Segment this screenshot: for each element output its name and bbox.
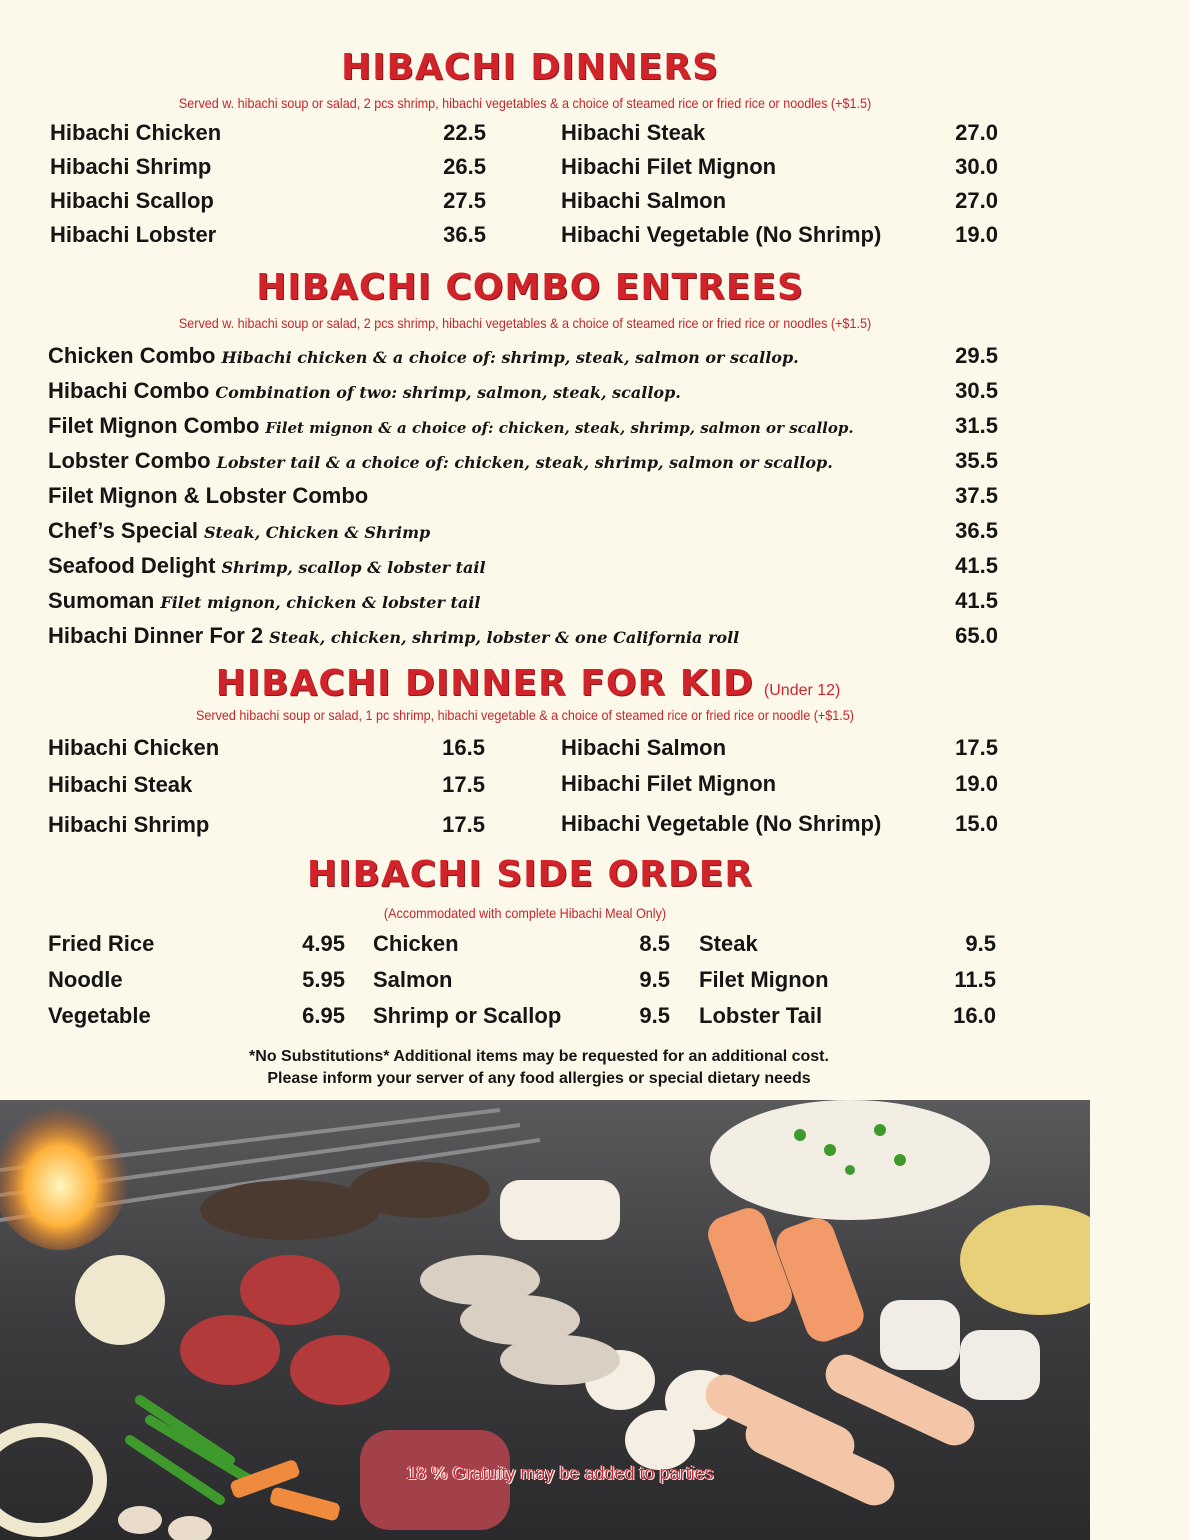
- combo-item: [48, 588, 480, 616]
- menu-item-name: Hibachi Shrimp: [48, 812, 210, 837]
- combo-item-description: Filet mignon & a choice of: chicken, steak, shrimp, salmon or scallop.: [265, 419, 854, 437]
- combo-item-description: Shrimp, scallop & lobster tail: [221, 558, 486, 577]
- side-item-price: 9.5: [965, 931, 996, 956]
- menu-item-price: 27.5: [443, 188, 486, 213]
- menu-item-price: 26.5: [443, 154, 486, 179]
- section-title-dinners: HIBACHI DINNERS: [340, 47, 720, 88]
- section-subtitle-side: (Accommodated with complete Hibachi Meal Only): [383, 905, 667, 921]
- combo-item-description: Steak, chicken, shrimp, lobster & one California roll: [269, 628, 740, 647]
- menu-item-name: Hibachi Vegetable (No Shrimp): [561, 811, 882, 836]
- menu-item-price: 19.0: [955, 222, 998, 247]
- menu-item-name: Hibachi Chicken: [50, 120, 222, 145]
- side-item-price: 11.5: [954, 967, 996, 992]
- menu-item-name: Hibachi Steak: [561, 120, 706, 145]
- steamed-rice: [710, 1100, 990, 1220]
- menu-item-price: 30.0: [955, 154, 998, 179]
- side-item-name: Shrimp or Scallop: [373, 1003, 562, 1028]
- side-item-name: Lobster Tail: [699, 1003, 823, 1028]
- menu-item-name: Hibachi Chicken: [48, 735, 220, 760]
- menu-item-name: Hibachi Scallop: [50, 188, 214, 213]
- combo-item-price: 30.5: [955, 378, 998, 403]
- menu-item-price: 36.5: [443, 222, 486, 247]
- menu-item-name: Hibachi Lobster: [50, 222, 217, 247]
- combo-item-price: 36.5: [955, 518, 998, 543]
- menu-item-price: 15.0: [955, 811, 998, 836]
- side-item-name: Steak: [699, 931, 758, 956]
- menu-item-price: 17.5: [442, 772, 485, 797]
- gratuity-note: 18 % Gratuity may be added to parties: [406, 1463, 714, 1483]
- side-item-price: 8.5: [639, 931, 670, 956]
- side-item-price: 9.5: [639, 967, 670, 992]
- combo-item-name: Chef’s Special: [48, 518, 198, 543]
- side-item-price: 6.95: [302, 1003, 345, 1028]
- combo-item: [48, 483, 368, 509]
- menu-item-price: 27.0: [955, 120, 998, 145]
- section-subtitle-kid: Served hibachi soup or salad, 1 pc shrimp, hibachi vegetable & a choice of steamed rice or fried rice or noodle (+$1.5): [195, 707, 855, 723]
- combo-item-description: Filet mignon, chicken & lobster tail: [160, 593, 481, 612]
- combo-item-description: Combination of two: shrimp, salmon, steak, scallop.: [215, 383, 681, 402]
- combo-item-price: 41.5: [955, 553, 998, 578]
- combo-item-name: Hibachi Dinner For 2: [48, 623, 264, 648]
- menu-item-name: Hibachi Vegetable (No Shrimp): [561, 222, 882, 247]
- menu-item-price: 27.0: [955, 188, 998, 213]
- side-item-price: 16.0: [953, 1003, 996, 1028]
- combo-item: [48, 378, 681, 406]
- side-item-name: Chicken: [373, 931, 459, 956]
- combo-item: [48, 553, 486, 581]
- section-subtitle-combo: Served w. hibachi soup or salad, 2 pcs shrimp, hibachi vegetables & a choice of steamed rice or fried rice or noodles (+$1.5): [178, 315, 872, 331]
- menu-item-price: 17.5: [442, 812, 485, 837]
- combo-item: [48, 343, 799, 371]
- side-item-price: 9.5: [639, 1003, 670, 1028]
- combo-item: [48, 413, 854, 441]
- menu-item-price: 16.5: [442, 735, 485, 760]
- menu-item-price: 17.5: [955, 735, 998, 760]
- side-item-name: Vegetable: [48, 1003, 151, 1028]
- menu-item-name: Hibachi Steak: [48, 772, 193, 797]
- combo-item-price: 31.5: [955, 413, 998, 438]
- side-item-name: Fried Rice: [48, 931, 155, 956]
- menu-item-name: Hibachi Filet Mignon: [561, 154, 777, 179]
- section-title-combo: HIBACHI COMBO ENTREES: [256, 267, 804, 308]
- combo-item-name: Sumoman: [48, 588, 155, 613]
- combo-item-price: 65.0: [955, 623, 998, 648]
- combo-item-name: Filet Mignon & Lobster Combo: [48, 483, 369, 508]
- combo-item-name: Hibachi Combo: [48, 378, 210, 403]
- section-title-kid-note: (Under 12): [763, 682, 841, 699]
- section-title-side: HIBACHI SIDE ORDER: [306, 854, 754, 895]
- combo-item-description: Hibachi chicken & a choice of: shrimp, steak, salmon or scallop.: [221, 348, 799, 367]
- combo-item-name: Filet Mignon Combo: [48, 413, 260, 438]
- side-item-price: 4.95: [302, 931, 345, 956]
- menu-item-name: Hibachi Salmon: [561, 735, 727, 760]
- menu-item-name: Hibachi Salmon: [561, 188, 727, 213]
- combo-item: [48, 448, 833, 476]
- side-item-name: Salmon: [373, 967, 453, 992]
- section-title-kid-text: HIBACHI DINNER FOR KID: [215, 663, 754, 704]
- combo-item-price: 35.5: [955, 448, 998, 473]
- section-subtitle-dinners: Served w. hibachi soup or salad, 2 pcs shrimp, hibachi vegetables & a choice of steamed rice or fried rice or noodles (+$1.5): [178, 95, 872, 111]
- combo-item-name: Lobster Combo: [48, 448, 211, 473]
- footer-note-substitutions: *No Substitutions* Additional items may be requested for an additional cost.: [249, 1048, 829, 1065]
- combo-item-price: 37.5: [955, 483, 998, 508]
- menu-item-name: Hibachi Shrimp: [50, 154, 212, 179]
- combo-item-description: Steak, Chicken & Shrimp: [203, 523, 431, 542]
- section-title-kid: [0, 664, 1056, 711]
- combo-item-description: Lobster tail & a choice of: chicken, steak, shrimp, salmon or scallop.: [216, 453, 833, 472]
- combo-item-name: Seafood Delight: [48, 553, 216, 578]
- footer-note-allergies: Please inform your server of any food allergies or special dietary needs: [267, 1070, 811, 1087]
- combo-item-name: Chicken Combo: [48, 343, 216, 368]
- side-item-price: 5.95: [302, 967, 345, 992]
- menu-item-price: 22.5: [443, 120, 486, 145]
- menu-item-price: 19.0: [955, 771, 998, 796]
- onion-volcano: [75, 1255, 165, 1345]
- combo-item-price: 29.5: [955, 343, 998, 368]
- menu-item-name: Hibachi Filet Mignon: [561, 771, 777, 796]
- side-item-name: Noodle: [48, 967, 123, 992]
- combo-item: [48, 623, 739, 651]
- combo-item-price: 41.5: [955, 588, 998, 613]
- side-item-name: Filet Mignon: [699, 967, 829, 992]
- combo-item: [48, 518, 430, 546]
